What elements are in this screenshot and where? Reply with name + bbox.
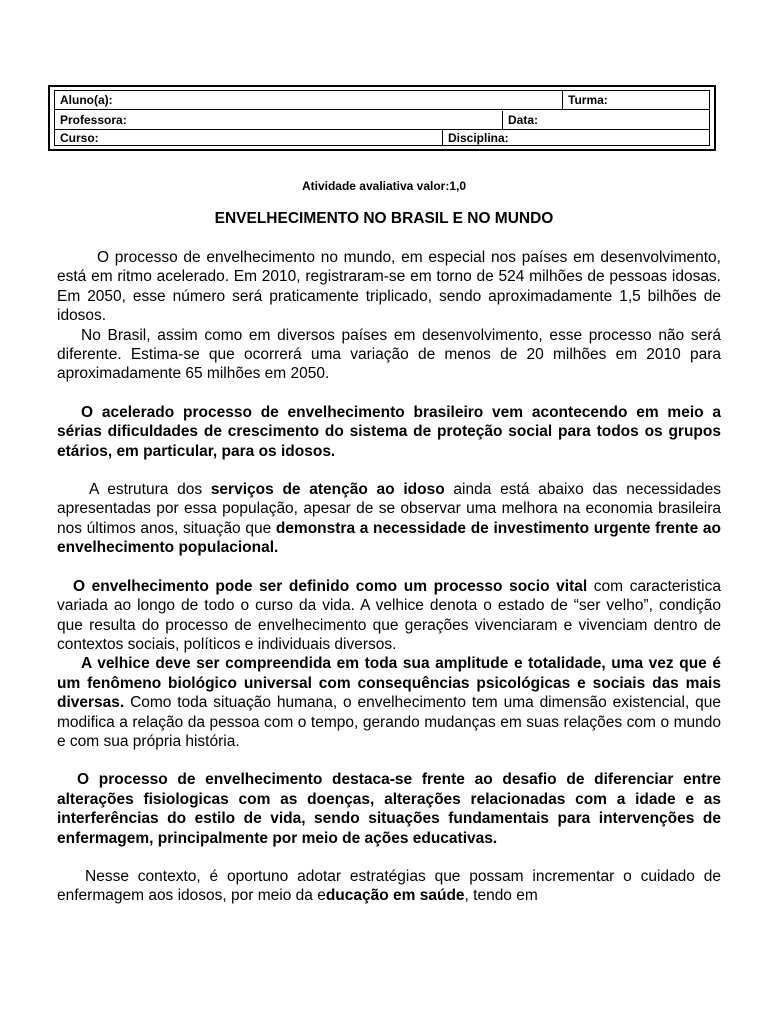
form-row-aluno [55,91,709,110]
student-info-form [48,85,716,151]
form-row-professora [55,111,709,130]
activity-subtitle: Atividade avaliativa valor:1,0 [301,179,467,193]
paragraph-3: O acelerado processo de envelhecimento brasileiro vem acontecendo em meio a sérias dificuldades de crescimento do sistema de proteção social para todos os grupos etários, em particular, para os idosos. [57,403,721,460]
paragraph-5: O envelhecimento pode ser definido como um processo socio vital com caracteristica variada ao longo de todo o curso da vida. A velhice denota o estado de “ser velho”, condição que resulta do processo de envelhecimento que gerações vivenciaram e vivenciam dentro de contextos sociais, políticos e individuais diversos. [57,577,721,653]
paragraph-4: A estrutura dos serviços de atenção ao idoso ainda está abaixo das necessidades apresentadas por essa população, apesar de se observar uma melhora na economia brasileira nos últimos anos, situação que demonstra a necessidade de investimento urgente frente ao envelhecimento populacional. [57,481,721,557]
turma-field[interactable] [562,91,709,109]
disciplina-field[interactable] [442,129,709,146]
turma-label: Turma: [568,93,608,107]
document-title: ENVELHECIMENTO NO BRASIL E NO MUNDO [214,210,554,227]
document-body [57,248,721,906]
professora-label: Professora: [60,113,127,127]
aluno-label: Aluno(a): [60,93,113,107]
paragraph-7: O processo de envelhecimento destaca-se frente ao desafio de diferenciar entre alterações fisiologicas com as doenças, alterações relacionadas com a idade e as interferências do estilo de vida, sendo situações fundamentais para intervenções de enfermagem, principalmente por meio de ações educativas. [57,771,721,847]
data-field[interactable] [502,111,709,129]
paragraph-8: Nesse contexto, é oportuno adotar estratégias que possam incrementar o cuidado de enfermagem aos idosos, por meio da educação em saúde, tendo em [57,867,721,905]
paragraph-1: O processo de envelhecimento no mundo, em especial nos países em desenvolvimento, está em ritmo acelerado. Em 2010, registraram-se em torno de 524 milhões de pessoas idosas. Em 2050, esse número será praticamente triplicado, sendo aproximadamente 1,5 bilhões de idosos. [57,249,721,325]
paragraph-6: A velhice deve ser compreendida em toda sua amplitude e totalidade, uma vez que é um fenômeno biológico universal com consequências psicológicas e sociais das mais diversas. Como toda situação humana, o envelhecimento tem uma dimensão existencial, que modifica a relação da pessoa com o tempo, gerando mudanças em suas relações com o mundo e com sua própria história. [57,655,721,750]
form-row-curso [55,129,709,146]
professora-field[interactable] [55,111,502,129]
curso-field[interactable] [55,129,442,146]
aluno-field[interactable] [55,91,562,109]
student-info-inner-frame [54,90,710,146]
paragraph-2: No Brasil, assim como em diversos países em desenvolvimento, esse processo não será diferente. Estima-se que ocorrerá uma variação de menos de 20 milhões em 2010 para aproximadamente 65 milhões em 2050. [57,326,721,383]
disciplina-label: Disciplina: [448,131,509,145]
data-label: Data: [508,113,539,127]
curso-label: Curso: [60,131,99,145]
